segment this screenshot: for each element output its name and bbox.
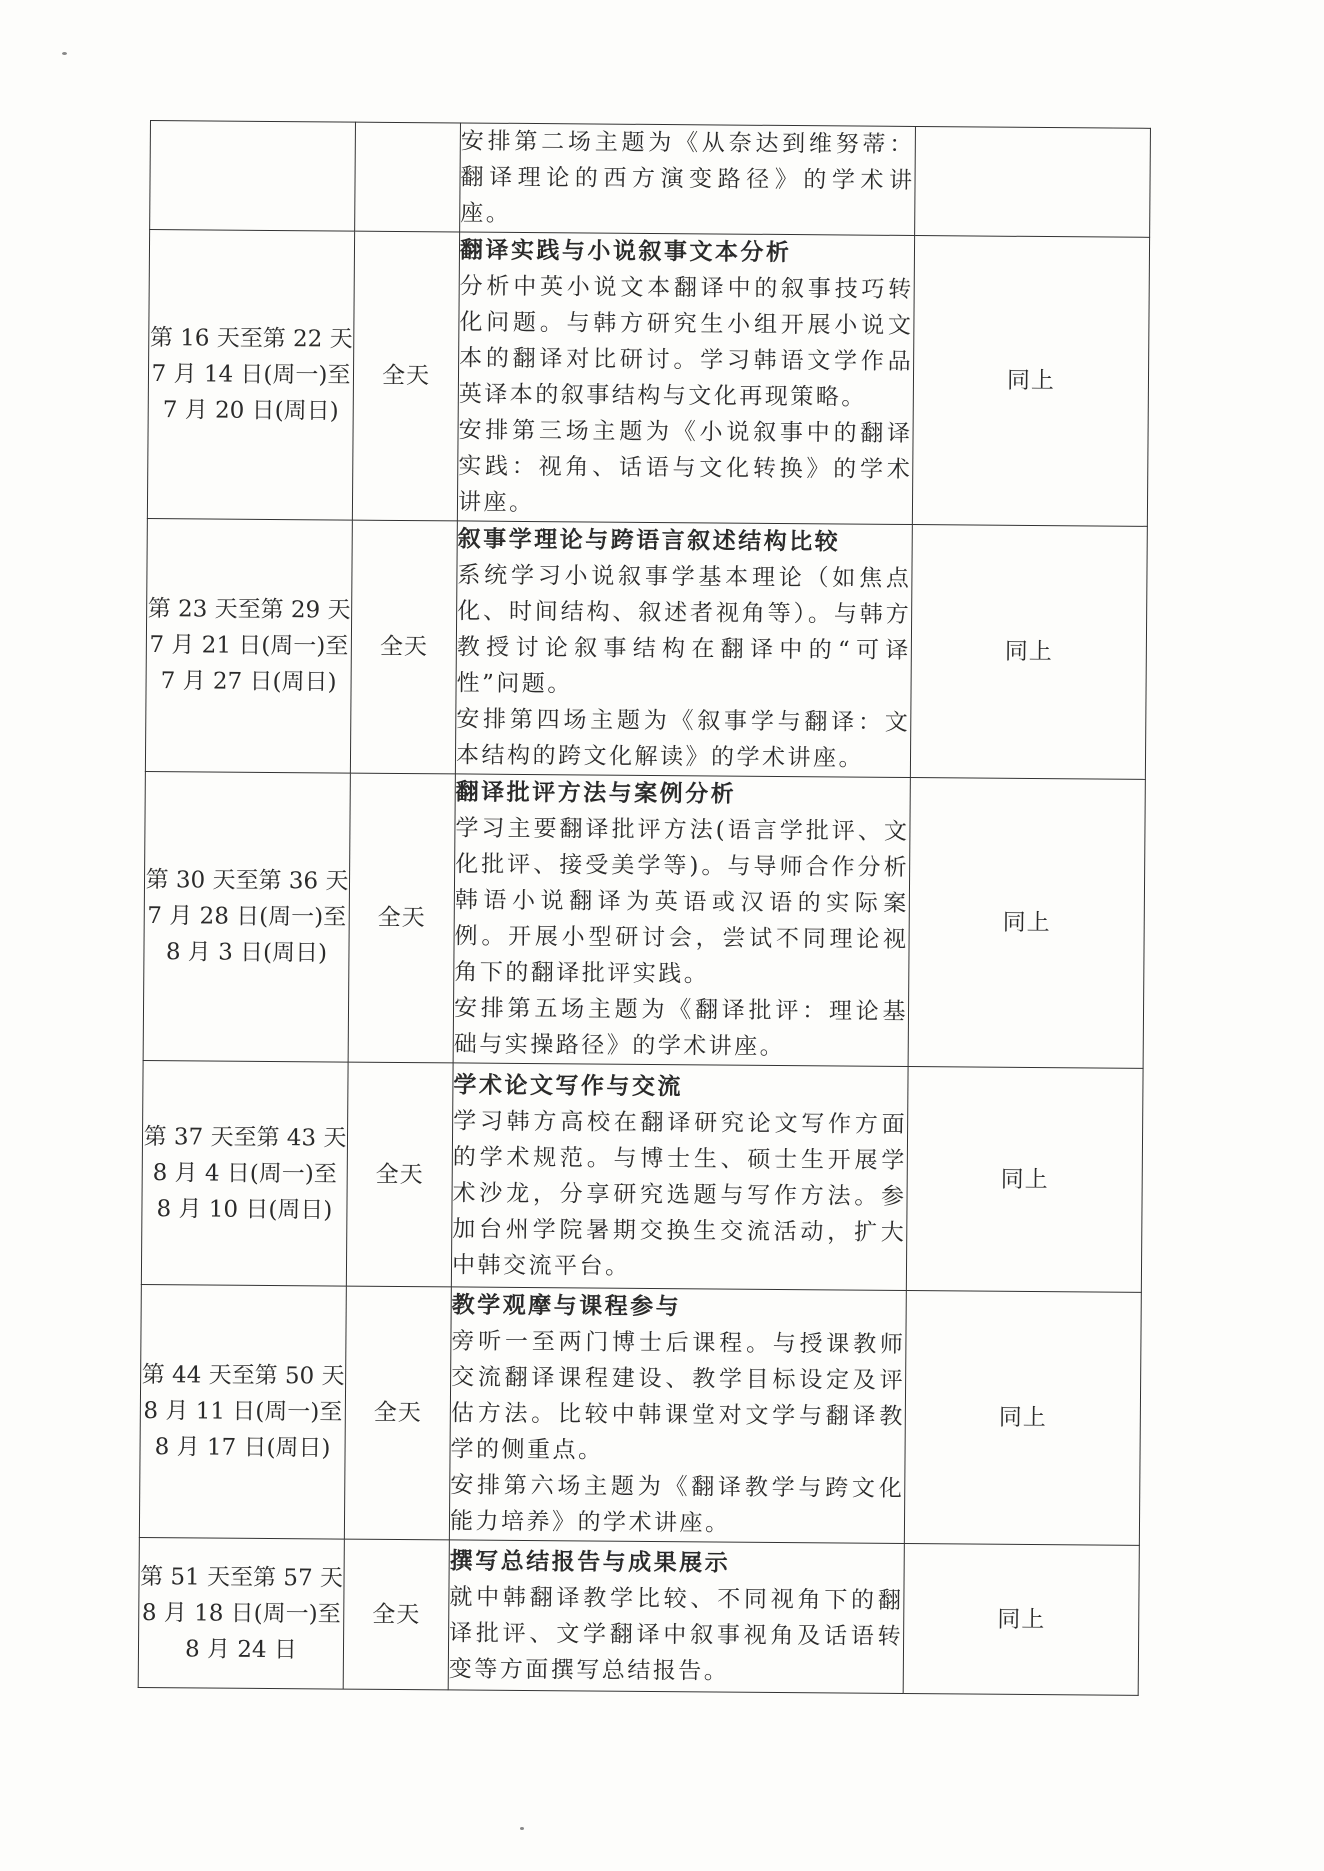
content-paragraph: 分析中英小说文本翻译中的叙事技巧转化问题。与韩方研究生小组开展小说文本的翻译对比研讨。学习韩语文学作品英译本的叙事结构与文化再现策略。 xyxy=(458,273,914,411)
time-cell xyxy=(346,1062,453,1287)
time-cell xyxy=(344,1286,451,1540)
topic-heading: 叙事学理论与跨语言叙述结构比较 xyxy=(457,525,841,556)
topic-heading: 翻译批评方法与案例分析 xyxy=(455,778,737,808)
day-cell xyxy=(139,1284,346,1539)
time-value: 全天 xyxy=(379,633,428,661)
note-cell xyxy=(915,127,1151,238)
table-row xyxy=(145,518,1147,779)
content-paragraph: 系统学习小说叙事学基本理论（如焦点化、时间结构、叙述者视角等）。与韩方教授讨论叙事结构在翻译中的“可译性”问题。 xyxy=(456,562,912,698)
topic-heading: 学术论文写作与交流 xyxy=(453,1070,684,1100)
date-range: 8 月 4 日(周一)至 8 月 10 日(周日) xyxy=(152,1159,337,1223)
content-cell xyxy=(451,1063,908,1291)
date-range: 8 月 11 日(周一)至 8 月 17 日(周日) xyxy=(143,1397,343,1462)
note-cell xyxy=(910,524,1147,779)
content-paragraph: 就中韩翻译教学比较、不同视角下的翻译批评、文学翻译中叙事视角及话语转变等方面撰写总结报告。 xyxy=(448,1583,904,1685)
content-paragraph: 学习韩方高校在翻译研究论文写作方面的学术规范。与博士生、硕士生开展学术沙龙，分享研究选题与写作方法。参加台州学院暑期交换生交流活动，扩大中韩交流平台。 xyxy=(451,1107,908,1280)
table-row xyxy=(147,230,1149,527)
content-cell xyxy=(453,774,910,1067)
note-cell xyxy=(912,236,1149,527)
note-value: 同上 xyxy=(1000,1166,1049,1193)
scan-speck xyxy=(520,1827,524,1830)
time-value: 全天 xyxy=(373,1399,422,1427)
topic-heading: 教学观摩与课程参与 xyxy=(451,1291,682,1321)
table-row xyxy=(150,121,1151,238)
day-cell xyxy=(145,518,352,773)
content-paragraph: 安排第四场主题为《叙事学与翻译：文本结构的跨文化解读》的学术讲座。 xyxy=(455,706,911,772)
table-row xyxy=(138,1537,1139,1695)
day-cell xyxy=(147,230,354,521)
date-range xyxy=(151,175,355,177)
scanned-page xyxy=(138,120,1150,1696)
date-range: 8 月 18 日(周一)至 8 月 24 日 xyxy=(141,1599,341,1663)
time-cell xyxy=(350,520,457,774)
time-value: 全天 xyxy=(377,904,426,932)
time-value: 全天 xyxy=(372,1601,421,1628)
note-value: 同上 xyxy=(1006,367,1056,395)
day-cell xyxy=(141,1060,348,1286)
note-cell xyxy=(904,1290,1141,1545)
schedule-table xyxy=(138,120,1151,1696)
date-range: 7 月 28 日(周一)至 8 月 3 日(周日) xyxy=(147,903,347,967)
topic-heading: 撰写总结报告与成果展示 xyxy=(449,1546,731,1577)
content-paragraph: 安排第三场主题为《小说叙事中的翻译实践：视角、话语与文化转换》的学术讲座。 xyxy=(457,417,913,517)
day-range: 第 51 天至第 57 天 xyxy=(140,1563,344,1592)
day-range: 第 44 天至第 50 天 xyxy=(141,1361,345,1390)
day-range: 第 23 天至第 29 天 xyxy=(147,595,351,624)
topic-heading: 翻译实践与小说叙事文本分析 xyxy=(459,236,792,267)
table-row xyxy=(141,1060,1143,1292)
note-value: 同上 xyxy=(1002,909,1051,937)
note-value: 同上 xyxy=(997,1606,1046,1633)
content-cell xyxy=(455,521,912,778)
time-cell xyxy=(355,122,461,232)
day-range: 第 30 天至第 36 天 xyxy=(145,866,349,895)
content-paragraph: 学习主要翻译批评方法(语言学批评、文化批评、接受美学等)。与导师合作分析韩语小说翻译为英语或汉语的实际案例。开展小型研讨会，尝试不同理论视角下的翻译批评实践。 xyxy=(454,815,910,988)
content-paragraph: 旁听一至两门博士后课程。与授课教师交流翻译课程建设、教学目标设定及评估方法。比较中韩课堂对文学与翻译教学的侧重点。 xyxy=(450,1328,906,1464)
content-cell xyxy=(457,232,914,525)
note-value: 同上 xyxy=(1004,638,1053,666)
note-cell xyxy=(903,1543,1139,1695)
note-value: 同上 xyxy=(998,1404,1047,1432)
day-cell xyxy=(150,121,356,232)
day-range: 第 16 天至第 22 天 xyxy=(149,325,353,353)
date-range: 7 月 21 日(周一)至 7 月 27 日(周日) xyxy=(149,632,349,696)
content-paragraph: 安排第二场主题为《从奈达到维努蒂：翻译理论的西方演变路径》的学术讲座。 xyxy=(460,128,915,227)
day-range xyxy=(151,175,355,177)
time-value: 全天 xyxy=(381,362,431,390)
time-cell xyxy=(348,773,455,1063)
note-cell xyxy=(908,777,1145,1068)
content-paragraph: 安排第六场主题为《翻译教学与跨文化能力培养》的学术讲座。 xyxy=(449,1472,905,1537)
content-cell xyxy=(460,123,916,236)
content-cell xyxy=(448,1540,904,1694)
scan-speck xyxy=(62,52,67,55)
content-cell xyxy=(449,1287,906,1544)
date-range: 7 月 14 日(周一)至 7 月 20 日(周日) xyxy=(151,361,351,425)
time-value: 全天 xyxy=(375,1161,424,1188)
day-cell xyxy=(143,771,350,1062)
time-cell xyxy=(343,1539,449,1690)
time-cell xyxy=(352,231,459,521)
day-cell xyxy=(138,1537,344,1689)
table-row xyxy=(139,1284,1141,1545)
content-paragraph: 安排第五场主题为《翻译批评：理论基础与实操路径》的学术讲座。 xyxy=(453,995,909,1061)
table-row xyxy=(143,771,1145,1068)
day-range: 第 37 天至第 43 天 xyxy=(143,1123,347,1152)
note-cell xyxy=(906,1066,1143,1292)
